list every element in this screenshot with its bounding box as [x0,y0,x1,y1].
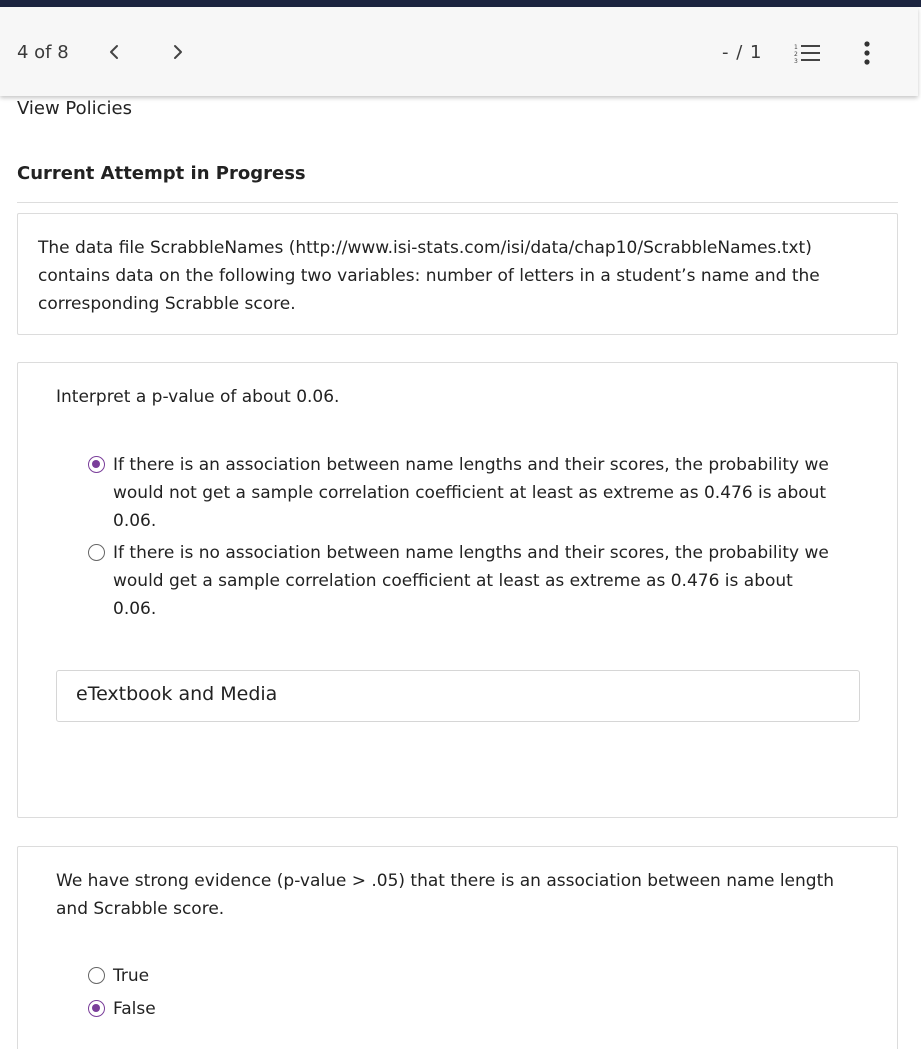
view-policies-link[interactable]: View Policies [17,98,133,119]
top-accent-bar [0,0,921,7]
etextbook-label: eTextbook and Media [76,683,278,705]
more-options-button[interactable] [861,40,873,66]
question2-card [17,846,898,1049]
question-counter: 4 of 8 [17,42,69,63]
question-nav-header [0,7,918,96]
question2-prompt: We have strong evidence (p-value > .05) that there is an association between name length and Scrabble score. [56,871,835,919]
question-list-button[interactable] [794,42,822,64]
numbered-list-icon [794,42,822,64]
attempt-heading: Current Attempt in Progress [17,163,306,184]
svg-text:2: 2 [794,51,798,58]
radio-button[interactable] [88,967,105,984]
chevron-left-icon [106,42,122,62]
radio-button[interactable] [88,1000,105,1017]
question2-option-false[interactable] [88,995,828,1023]
intro-text: The data file ScrabbleNames (http://www.isi-stats.com/isi/data/chap10/ScrabbleNames.txt) contains data on the following two variables: number of letters in a student’s name and the corresponding Scrabble score. [38,238,820,314]
previous-question-button[interactable] [106,42,122,62]
more-vertical-icon [861,40,873,66]
radio-button[interactable] [88,456,105,473]
option-label[interactable]: If there is no association between name lengths and their scores, the probability we would get a sample correlation coefficient at least as extreme as 0.476 is about 0.06. [113,543,829,619]
option-label[interactable]: False [113,999,156,1019]
question-score: - / 1 [722,42,763,63]
question1-prompt: Interpret a p-value of about 0.06. [56,387,340,407]
question2-option-true[interactable] [88,962,828,990]
radio-button[interactable] [88,544,105,561]
intro-card [17,213,898,335]
next-question-button[interactable] [170,42,186,62]
svg-text:3: 3 [794,58,798,64]
question1-option-2[interactable] [88,539,828,623]
question1-card [17,362,898,818]
question1-option-1[interactable] [88,451,828,535]
etextbook-media-button[interactable] [56,670,860,722]
section-divider [17,202,898,203]
chevron-right-icon [170,42,186,62]
svg-text:1: 1 [794,44,798,51]
option-label[interactable]: If there is an association between name lengths and their scores, the probability we would not get a sample correlation coefficient at least as extreme as 0.476 is about 0.06. [113,455,829,531]
option-label[interactable]: True [113,966,150,986]
